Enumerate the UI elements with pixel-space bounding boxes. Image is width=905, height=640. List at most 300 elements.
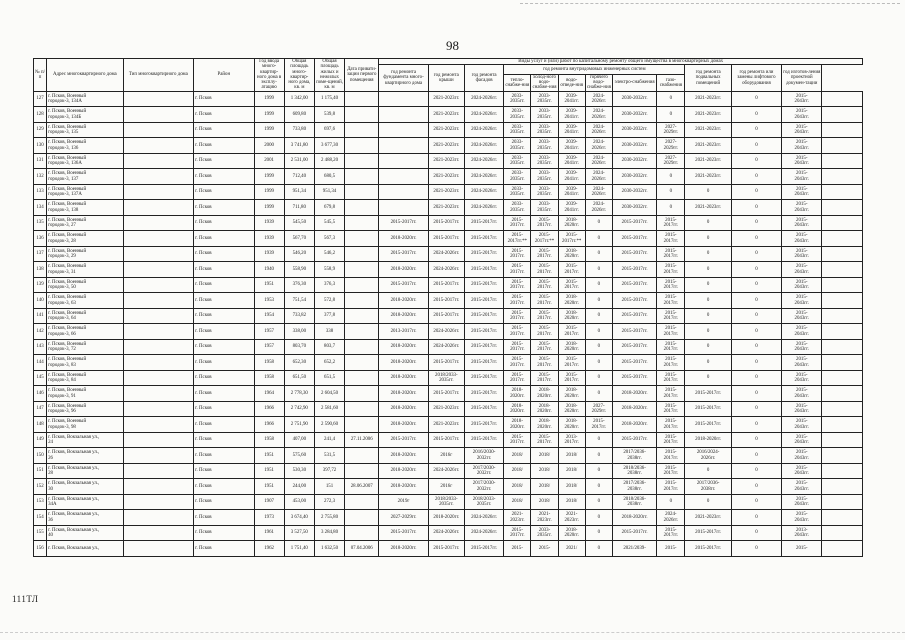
header-cell: Тип многоквартирного дома (123, 59, 193, 92)
table-cell (345, 246, 379, 262)
table-cell: 2030-2032гг. (612, 107, 656, 123)
table-row (34, 122, 863, 138)
table-cell: 0 (585, 324, 612, 340)
table-cell (345, 138, 379, 154)
table-cell (822, 169, 863, 185)
table-cell: 2015- (782, 541, 822, 557)
table-cell: 2021-2023гг. (428, 138, 464, 154)
table-cell: 0 (685, 246, 731, 262)
table-row (34, 107, 863, 123)
table-cell: г. Псков (194, 510, 254, 526)
table-cell: 1951 (254, 448, 284, 464)
table-row (34, 215, 863, 231)
table-cell: 0 (685, 339, 731, 355)
table-cell: 1999 (254, 184, 284, 200)
table-cell: 2015-2017гг. (612, 339, 656, 355)
table-cell (345, 153, 379, 169)
table-cell: 2018- 2020гг. (558, 386, 585, 402)
header-cell: год ремонта крыши (428, 65, 464, 91)
table-cell: 2019г (379, 494, 428, 510)
table-cell (345, 293, 379, 309)
header-cell: № п/п (34, 59, 47, 92)
table-cell: 951,34 (314, 184, 344, 200)
table-cell: 0 (731, 386, 781, 402)
table-cell: 156 (34, 541, 47, 557)
table-cell: 951,34 (284, 184, 314, 200)
table-cell: 2 778,30 (284, 386, 314, 402)
table-cell: 1999 (254, 169, 284, 185)
table-cell (822, 122, 863, 138)
table-cell: 241,4 (314, 432, 344, 448)
address-cell: г. Псков, Военный городок-3, 134А (47, 91, 124, 107)
header-cell: Район (194, 59, 254, 92)
table-cell: 609,80 (284, 107, 314, 123)
table-cell: 2015- 2017гг. (504, 324, 531, 340)
table-cell: 2015- 2017гг. (657, 339, 685, 355)
table-cell: 0 (657, 184, 685, 200)
table-cell (123, 308, 193, 324)
table-cell: 2015- 2017гг. (657, 293, 685, 309)
table-cell: 2015- 2017гг. (504, 215, 531, 231)
table-cell: 2021-2023гг. (428, 153, 464, 169)
table-cell: 2013-2017гг. (379, 324, 428, 340)
table-cell: 2015- 2017гг. (531, 246, 558, 262)
table-cell: 2015- 2043гг. (782, 262, 822, 278)
table-cell: 2018- 2020гг. (531, 386, 558, 402)
table-cell: 2015- 2043гг. (782, 231, 822, 247)
table-cell (822, 324, 863, 340)
header-cell: год изготов-ления проектной докумен-тации (782, 65, 822, 91)
table-row (34, 448, 863, 464)
table-cell: 140 (34, 293, 47, 309)
scan-artifact-line (0, 632, 905, 634)
table-cell: 2015-2017гг. (612, 277, 656, 293)
table-cell (123, 479, 193, 495)
table-cell (379, 153, 428, 169)
table-cell (822, 494, 863, 510)
table-cell: 2033- 2035гг. (531, 91, 558, 107)
table-cell (822, 107, 863, 123)
table-cell: 1953 (254, 293, 284, 309)
header-cell: Дата привати-зации первого помещения (345, 59, 379, 92)
table-cell: 1957 (254, 339, 284, 355)
table-cell: 407,00 (284, 432, 314, 448)
table-cell: 2015- 2043гг. (782, 215, 822, 231)
table-cell (822, 277, 863, 293)
table-cell: 133 (34, 184, 47, 200)
table-row (34, 231, 863, 247)
table-cell: 2033- 2035гг. (531, 138, 558, 154)
table-cell: 0 (731, 339, 781, 355)
table-cell: 712,40 (284, 169, 314, 185)
table-cell: 2015-2017гг. (428, 293, 464, 309)
table-cell (345, 91, 379, 107)
table-cell (123, 510, 193, 526)
table-cell: 2015-2017гг. (464, 541, 503, 557)
table-cell: 2015- 2017гг. (657, 308, 685, 324)
table-cell: 2021-2023гг. (685, 107, 731, 123)
table-cell: 2015- 2043гг. (782, 463, 822, 479)
table-cell (379, 122, 428, 138)
table-cell: 546,20 (284, 246, 314, 262)
address-cell: г. Псков, Вокзальная ул., 26 (47, 448, 124, 464)
table-cell: 2015-2017гг. (612, 525, 656, 541)
table-cell: 377,8 (314, 308, 344, 324)
table-cell: 0 (685, 355, 731, 371)
table-cell (822, 370, 863, 386)
table-cell: 2015-2017гг. (685, 417, 731, 433)
table-cell: г. Псков (194, 417, 254, 433)
table-cell: 2021-2023гг. (428, 401, 464, 417)
table-cell: 2021- 2023гг. (558, 510, 585, 526)
table-cell: 2021-2023гг. (428, 169, 464, 185)
table-row (34, 401, 863, 417)
table-row (34, 541, 863, 557)
table-cell: 2027- 2029гг. (657, 122, 685, 138)
table-cell: г. Псков (194, 355, 254, 371)
table-cell: 2015-2017гг. (379, 432, 428, 448)
table-cell: 2021-2023гг. (428, 184, 464, 200)
table-cell: 531,5 (314, 448, 344, 464)
table-cell: 2015- 2043гг. (782, 386, 822, 402)
table-cell: 2024- 2026гг. (585, 200, 612, 216)
table-cell: 07.04.2006 (345, 541, 379, 557)
table-cell: 680,5 (314, 169, 344, 185)
table-row (34, 138, 863, 154)
table-cell: 2033- 2035гг. (531, 200, 558, 216)
table-cell (822, 386, 863, 402)
table-cell: 2024- 2026гг. (585, 138, 612, 154)
table-cell: 0 (585, 355, 612, 371)
table-cell: г. Псков (194, 370, 254, 386)
table-cell: 376,30 (284, 277, 314, 293)
table-cell: 2018-2020гг. (379, 386, 428, 402)
table-cell: 2030-2032гг. (612, 184, 656, 200)
table-row (34, 463, 863, 479)
table-cell: 2018-2020гг. (379, 339, 428, 355)
table-cell: 2018-2020гг. (612, 401, 656, 417)
table-cell: 2015-2017гг. (379, 525, 428, 541)
table-cell: 338 (314, 324, 344, 340)
table-cell: 376,3 (314, 277, 344, 293)
table-cell: 2024- 2026гг. (585, 184, 612, 200)
header-cell: Общая площадь много-квартир-ного дома, кв. м (284, 59, 314, 92)
address-cell: г. Псков, Военный городок-3, 96 (47, 401, 124, 417)
table-cell: 2015- (531, 541, 558, 557)
table-cell: 2015-2017гг. (428, 231, 464, 247)
table-cell: 2015- 2043гг. (782, 138, 822, 154)
table-cell: 2018/ (504, 448, 531, 464)
table-cell: 2033- 2035гг. (504, 153, 531, 169)
table-cell: 2015-2017гг. (428, 308, 464, 324)
address-cell: г. Псков, Военный городок-3, 137 (47, 169, 124, 185)
table-cell: 2018-2020гг. (612, 510, 656, 526)
table-cell: 2015-2017гг. (612, 215, 656, 231)
table-cell: 558,9 (314, 262, 344, 278)
table-row (34, 432, 863, 448)
table-cell (345, 339, 379, 355)
table-cell: 145 (34, 370, 47, 386)
table-cell: 0 (585, 293, 612, 309)
table-cell: 453,00 (284, 494, 314, 510)
address-cell: г. Псков, Военный городок-3, 91 (47, 386, 124, 402)
table-cell: 2018-2020гг. (379, 417, 428, 433)
table-cell: 558,90 (284, 262, 314, 278)
table-cell (345, 355, 379, 371)
table-cell: 679,8 (314, 200, 344, 216)
table-cell: 0 (685, 370, 731, 386)
table-cell: 1964 (254, 386, 284, 402)
table-cell: 2015- 2017гг. (531, 370, 558, 386)
table-cell: 1 751,40 (284, 541, 314, 557)
table-cell: 2033- 2035гг. (531, 107, 558, 123)
table-cell (123, 215, 193, 231)
table-cell: 2015- 2017гг. (657, 525, 685, 541)
table-cell (345, 417, 379, 433)
table-cell (345, 184, 379, 200)
table-cell: 2015- 2017гг. (657, 463, 685, 479)
table-cell: 2024-2026гг. (464, 153, 503, 169)
table-cell: 127 (34, 91, 47, 107)
table-cell: 2039- 2041гг. (558, 200, 585, 216)
table-cell: 2018-2020гг. (379, 401, 428, 417)
table-cell: 2015- 2017гг. (504, 262, 531, 278)
table-cell: 2018- 2020гг. (531, 417, 558, 433)
table-cell: 2 755,80 (314, 510, 344, 526)
table-cell: 0 (585, 370, 612, 386)
table-cell: 2015-2017гг. (612, 262, 656, 278)
table-cell: 2039- 2041гг. (558, 184, 585, 200)
table-cell: г. Псков (194, 277, 254, 293)
table-cell: 2018-2020гг. (428, 510, 464, 526)
table-cell: 2015- 2043гг. (782, 91, 822, 107)
table-cell: 2015-2017гг. (612, 246, 656, 262)
table-row (34, 262, 863, 278)
table-cell: 0 (731, 355, 781, 371)
table-row (34, 525, 863, 541)
table-cell: 2033- 2035гг. (531, 184, 558, 200)
table-cell: 2024-2026гг. (428, 525, 464, 541)
header-cell: год ремонта фундамента много-квартирного дома (379, 65, 428, 91)
table-cell: 1962 (254, 541, 284, 557)
header-cell: Общая площадь жилых и нежилых поме-щений, кв. м (316, 59, 343, 91)
table-row (34, 277, 863, 293)
table-cell: 2018/2033- 2035гг. (464, 494, 503, 510)
table-cell: 2024- 2026гг. (585, 122, 612, 138)
table-cell: 2024-2026гг. (464, 525, 503, 541)
table-cell: 2021- 2023гг. (531, 510, 558, 526)
table-cell: 2015-2017гг. (428, 215, 464, 231)
table-cell: 2015- 2043гг. (782, 246, 822, 262)
table-cell (822, 91, 863, 107)
table-cell: г. Псков (194, 246, 254, 262)
table-cell: 1951 (254, 277, 284, 293)
table-cell: 567,70 (284, 231, 314, 247)
table-cell: 2015- 2043гг. (782, 448, 822, 464)
table-cell: 2015- (657, 541, 685, 557)
repair-schedule-table-container (33, 58, 863, 557)
table-cell: 2015- 2017гг. (657, 324, 685, 340)
table-cell: 2015- 2043гг. (782, 277, 822, 293)
table-cell: 1958 (254, 355, 284, 371)
table-cell (123, 339, 193, 355)
table-cell: 1999 (254, 91, 284, 107)
table-cell: 2033- 2035гг. (504, 200, 531, 216)
table-cell: 0 (731, 231, 781, 247)
table-cell (345, 494, 379, 510)
table-cell: 2015- 2017гг.** (531, 231, 558, 247)
table-cell: 0 (585, 215, 612, 231)
table-cell: 2015- 2043гг. (782, 401, 822, 417)
table-cell: 0 (731, 525, 781, 541)
table-cell: 2039- 2041гг. (558, 153, 585, 169)
table-cell (123, 91, 193, 107)
page-number: 98 (446, 38, 459, 53)
table-cell: 2021-2023гг. (685, 91, 731, 107)
address-cell: г. Псков, Военный городок-3, 28 (47, 231, 124, 247)
table-cell: 2016г (428, 448, 464, 464)
table-cell: 2015- 2017гг. (657, 370, 685, 386)
table-cell: 652,30 (284, 355, 314, 371)
table-cell: 0 (685, 463, 731, 479)
table-cell (123, 494, 193, 510)
table-cell: 0 (685, 494, 731, 510)
table-cell: 2015- 2017гг. (504, 355, 531, 371)
table-cell: 2018-2020гг. (379, 448, 428, 464)
header-cell: год ремонта фасадов (464, 65, 503, 91)
table-cell: 2015- 2017гг. (657, 386, 685, 402)
table-cell: 2021-2023гг. (685, 122, 731, 138)
table-cell: г. Псков (194, 215, 254, 231)
table-cell (123, 386, 193, 402)
table-cell: 2024- 2026гг. (585, 107, 612, 123)
table-cell: 0 (585, 479, 612, 495)
table-row (34, 510, 863, 526)
table-cell (822, 308, 863, 324)
table-cell: 2015- 2043гг. (782, 293, 822, 309)
table-cell (822, 510, 863, 526)
table-cell: 2015-2017гг. (464, 293, 503, 309)
table-cell: 135 (34, 215, 47, 231)
table-cell: 0 (685, 308, 731, 324)
table-cell: 0 (585, 432, 612, 448)
table-cell: 2024-2026гг. (464, 107, 503, 123)
table-cell: 2015- 2043гг. (782, 339, 822, 355)
table-cell: г. Псков (194, 122, 254, 138)
table-cell (123, 293, 193, 309)
table-cell (379, 91, 428, 107)
table-cell: 2018/ (531, 479, 558, 495)
table-cell: 1973 (254, 510, 284, 526)
table-cell: 2018/ (531, 494, 558, 510)
table-cell: 0 (585, 463, 612, 479)
table-cell: 0 (657, 107, 685, 123)
table-cell: 2015-2017гг. (428, 277, 464, 293)
table-cell: 131 (34, 153, 47, 169)
table-cell: 148 (34, 417, 47, 433)
table-cell: 2017/2036- 2038гг. (612, 448, 656, 464)
table-row (34, 293, 863, 309)
table-cell: 142 (34, 324, 47, 340)
table-cell: 0 (731, 417, 781, 433)
table-cell: 2018/ (558, 463, 585, 479)
table-cell: 2 604,50 (314, 386, 344, 402)
table-cell: 2021-2023гг. (428, 107, 464, 123)
table-cell: 2015-2017гг. (428, 355, 464, 371)
header-cell: Год ввода много-квартир-ного дома в эксплу-атацию (254, 59, 284, 92)
address-cell: г. Псков, Вокзальная ул., (47, 541, 124, 557)
table-cell: 0 (731, 277, 781, 293)
table-row (34, 339, 863, 355)
table-cell: 1961 (254, 525, 284, 541)
table-cell (379, 169, 428, 185)
table-cell: 2018/2033- 2035гг. (428, 494, 464, 510)
table-cell: 146 (34, 386, 47, 402)
table-cell: 0 (731, 107, 781, 123)
table-cell: г. Псков (194, 479, 254, 495)
table-cell: 2015- 2017гг. (657, 479, 685, 495)
table-cell (822, 463, 863, 479)
table-cell: 2030-2032гг. (612, 169, 656, 185)
table-cell: 1966 (254, 417, 284, 433)
table-cell: 0 (585, 277, 612, 293)
table-cell: 2024- 2026гг. (585, 91, 612, 107)
table-cell: 2015- 2017гг. (531, 262, 558, 278)
table-cell (123, 463, 193, 479)
table-cell: 2017/2030- 2032гг. (464, 479, 503, 495)
table-cell: г. Псков (194, 308, 254, 324)
table-cell (345, 200, 379, 216)
table-cell: 2018- 2020гг. (558, 308, 585, 324)
table-cell: 2015- 2043гг. (782, 200, 822, 216)
table-cell: 1999 (254, 122, 284, 138)
address-cell: г. Псков, Военный городок-3, 63 (47, 293, 124, 309)
table-cell (822, 432, 863, 448)
table-cell: г. Псков (194, 448, 254, 464)
table-cell: 0 (731, 200, 781, 216)
table-cell: 272,3 (314, 494, 344, 510)
table-cell: 0 (685, 293, 731, 309)
table-cell (379, 200, 428, 216)
table-cell: 530,30 (284, 463, 314, 479)
table-cell: 2018-2020гг. (379, 355, 428, 371)
table-cell: 2018-2020гг. (379, 262, 428, 278)
table-cell: 2033- 2035гг. (504, 138, 531, 154)
table-cell: 2015-2017гг. (464, 215, 503, 231)
table-cell: г. Псков (194, 138, 254, 154)
table-cell: 2015- 2017гг. (504, 525, 531, 541)
table-cell: 2024-2026гг. (464, 138, 503, 154)
address-cell: г. Псков, Вокзальная ул., 30 (47, 479, 124, 495)
table-cell: 2018-2020гг. (379, 308, 428, 324)
table-cell (123, 417, 193, 433)
table-cell (123, 370, 193, 386)
table-cell: г. Псков (194, 293, 254, 309)
table-cell: 711,80 (284, 200, 314, 216)
table-cell: 2018- 2020гг. (558, 293, 585, 309)
table-cell: 2 581,60 (314, 401, 344, 417)
table-cell: 2018-2020гг. (379, 293, 428, 309)
table-cell (345, 401, 379, 417)
table-cell: 0 (731, 463, 781, 479)
table-cell: 2017/2036- 2038гг. (612, 479, 656, 495)
table-cell (123, 138, 193, 154)
table-cell: 2015- 2017гг. (585, 417, 612, 433)
table-cell: 0 (731, 246, 781, 262)
table-cell: 151 (314, 479, 344, 495)
table-cell: 2027- 2029гг. (585, 401, 612, 417)
table-cell: 2024- 2026гг. (585, 153, 612, 169)
